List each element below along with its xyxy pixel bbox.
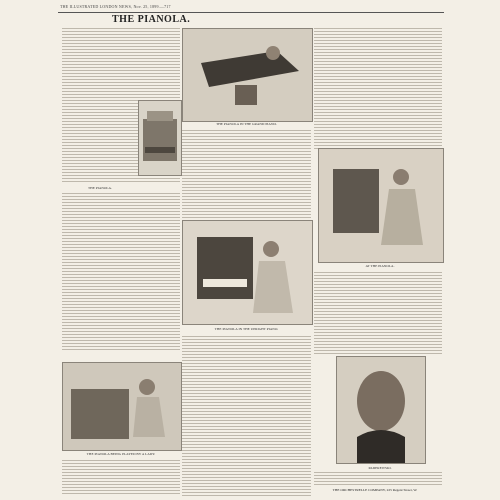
article-title: THE PIANOLA.: [112, 14, 191, 25]
right-column-text-bottom: [314, 472, 442, 486]
caption-lady-playing: THE PIANOLA BEING PLAYED BY A LADY.: [86, 452, 156, 456]
lady-playing-photo: [62, 362, 182, 451]
right-column-text-top: [314, 28, 442, 150]
caption-upright-piano: THE PIANOLA IN THE UPRIGHT PIANO.: [214, 327, 279, 331]
middle-column-text-bottom: [182, 336, 311, 496]
caption-interview: AT THE PIANOLA.: [365, 264, 395, 268]
middle-column-text-top: [182, 130, 311, 218]
grand-piano-photo: [182, 28, 313, 122]
footer-advertiser: THE ORCHESTRELLE COMPANY, 225 Regent Street, W.: [332, 488, 418, 492]
header-rule: [58, 12, 444, 13]
caption-grand-piano: THE PIANOLA IN THE GRAND PIANO.: [216, 122, 277, 126]
left-column-text-bottom: [62, 460, 180, 496]
portrait-photo: [336, 356, 426, 464]
page-header: THE ILLUSTRATED LONDON NEWS, Nov. 25, 1899.—717: [60, 4, 171, 9]
caption-pianola: THE PIANOLA.: [88, 186, 112, 190]
upright-piano-photo: [182, 220, 313, 325]
left-column-text-mid: [62, 193, 180, 351]
pianola-photo: [138, 100, 182, 176]
right-column-text-mid: [314, 272, 442, 355]
interview-photo: [318, 148, 444, 263]
caption-portrait: PADEREWSKI.: [368, 466, 392, 470]
